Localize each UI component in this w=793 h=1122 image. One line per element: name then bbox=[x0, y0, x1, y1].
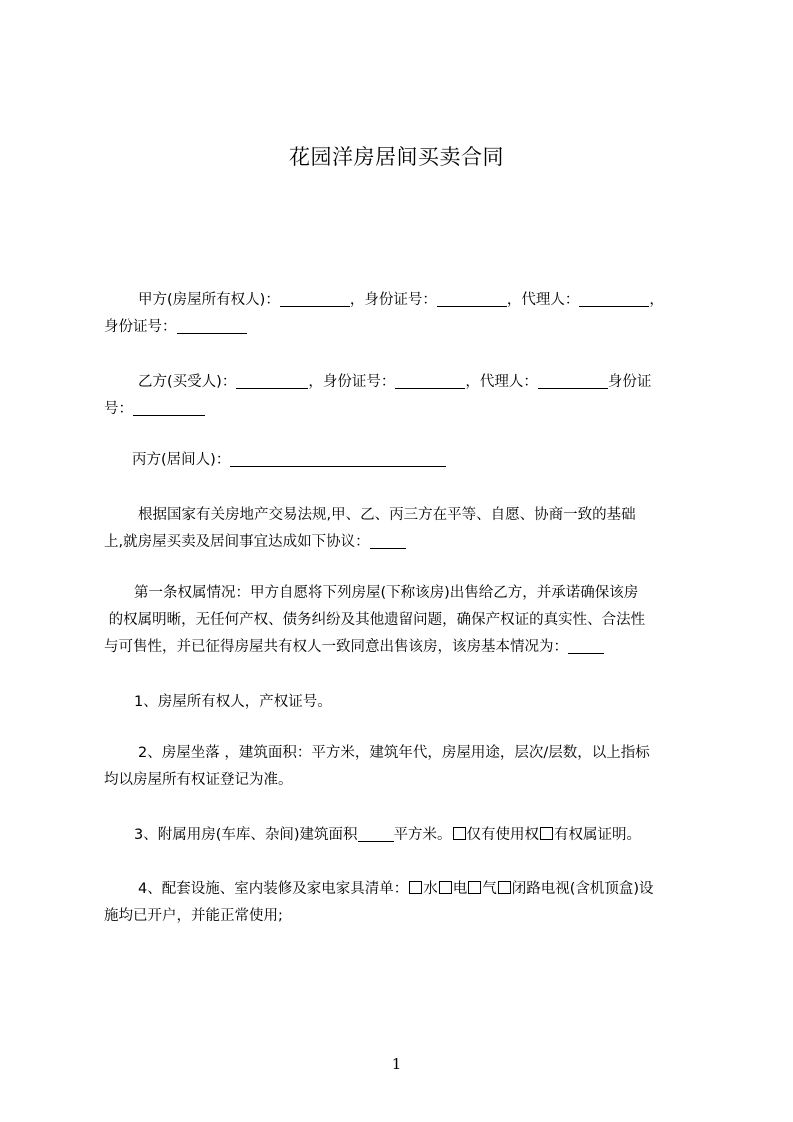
party-b-id-label-part2: 号： bbox=[104, 401, 133, 417]
article-1-line-1: 第一条权属情况：甲方自愿将下列房屋(下称该房)出售给乙方，并承诺确保该房 bbox=[134, 585, 639, 601]
party-a-section bbox=[104, 287, 704, 341]
water-checkbox[interactable] bbox=[409, 881, 422, 894]
party-b-label: 乙方(买受人)： bbox=[138, 374, 237, 390]
party-b-id-label-part1: 身份证 bbox=[607, 374, 652, 390]
use-right-checkbox[interactable] bbox=[453, 827, 466, 840]
party-a-trail: ， bbox=[649, 292, 664, 308]
party-c-line bbox=[104, 447, 704, 474]
party-b-agent-label: ，代理人： bbox=[465, 374, 538, 390]
party-a-line-2 bbox=[104, 314, 704, 341]
item-3-area-blank bbox=[358, 825, 394, 842]
party-a-id-blank bbox=[437, 290, 507, 307]
party-b-line-2 bbox=[104, 396, 704, 423]
article-1-blank bbox=[568, 637, 604, 654]
party-a-label: 甲方(房屋所有权人)： bbox=[138, 292, 280, 308]
document-title: 花园洋房居间买卖合同 bbox=[289, 145, 504, 169]
item-3-opt1: 仅有使用权 bbox=[466, 827, 540, 843]
preamble-line-1: 根据国家有关房地产交易法规,甲、乙、丙三方在平等、自愿、协商一致的基础 bbox=[138, 507, 636, 523]
cable-tv-checkbox[interactable] bbox=[498, 881, 511, 894]
page-number: 1 bbox=[391, 1055, 402, 1073]
party-a-id-label: ，身份证号： bbox=[349, 292, 437, 308]
electricity-checkbox[interactable] bbox=[439, 881, 452, 894]
preamble-line-2 bbox=[104, 529, 704, 556]
party-a-id-blank-2 bbox=[177, 317, 247, 334]
item-4-prefix: 4、配套设施、室内装修及家电家具清单： bbox=[138, 881, 409, 897]
party-b-id-label: ，身份证号： bbox=[308, 374, 396, 390]
item-3-prefix: 3、附属用房(车库、杂间)建筑面积 bbox=[134, 827, 358, 843]
party-a-id-label-2: 身份证号： bbox=[104, 319, 177, 335]
item-4-elec: 电 bbox=[452, 881, 468, 897]
item-4-tv: 闭路电视(含机顶盒)设 bbox=[511, 881, 654, 897]
preamble-section bbox=[104, 502, 704, 556]
item-4-gas: 气 bbox=[482, 881, 497, 897]
item-3-section bbox=[104, 822, 704, 849]
party-b-name-blank bbox=[236, 372, 308, 389]
party-b-id-blank bbox=[133, 399, 205, 416]
item-1-section bbox=[104, 689, 704, 716]
item-4-line-1 bbox=[104, 876, 704, 903]
item-3-opt2: 有权属证明。 bbox=[554, 827, 642, 843]
party-b-section bbox=[104, 369, 704, 423]
gas-checkbox[interactable] bbox=[468, 881, 481, 894]
ownership-proof-checkbox[interactable] bbox=[540, 827, 553, 840]
item-3-line bbox=[104, 822, 704, 849]
article-1-line-3-text: 与可售性，并已征得房屋共有权人一致同意出售该房，该房基本情况为： bbox=[104, 639, 568, 655]
party-b-line-1 bbox=[104, 369, 704, 396]
party-c-blank bbox=[230, 450, 446, 467]
item-2-section bbox=[104, 740, 704, 794]
preamble-blank bbox=[370, 532, 406, 549]
article-1-section bbox=[104, 580, 704, 661]
party-b-id-blank bbox=[395, 372, 465, 389]
article-1-line-3 bbox=[104, 634, 704, 661]
item-3-suffix: 平方米。 bbox=[393, 827, 452, 843]
party-a-agent-label: ，代理人： bbox=[506, 292, 580, 308]
preamble-line-2-text: 上,就房屋买卖及居间事宜达成如下协议： bbox=[104, 534, 370, 550]
item-1-line: 1、房屋所有权人，产权证号。 bbox=[134, 694, 332, 710]
item-2-line-1: 2、房屋坐落 ，建筑面积：平方米，建筑年代，房屋用途，层次/层数，以上指标 bbox=[138, 745, 650, 761]
party-b-agent-blank bbox=[538, 372, 608, 389]
party-a-agent-blank bbox=[579, 290, 649, 307]
party-c-section bbox=[104, 447, 704, 474]
party-a-line-1 bbox=[104, 287, 704, 314]
item-4-line-2: 施均已开户，并能正常使用; bbox=[104, 908, 283, 924]
item-4-section bbox=[104, 876, 704, 930]
item-2-line-2: 均以房屋所有权证登记为准。 bbox=[104, 772, 293, 788]
article-1-line-2: 的权属明晰，无任何产权、债务纠纷及其他遗留问题，确保产权证的真实性、合法性 bbox=[104, 612, 646, 628]
party-c-label: 丙方(居间人)： bbox=[132, 452, 231, 468]
party-a-name-blank bbox=[280, 290, 350, 307]
item-4-water: 水 bbox=[423, 881, 438, 897]
